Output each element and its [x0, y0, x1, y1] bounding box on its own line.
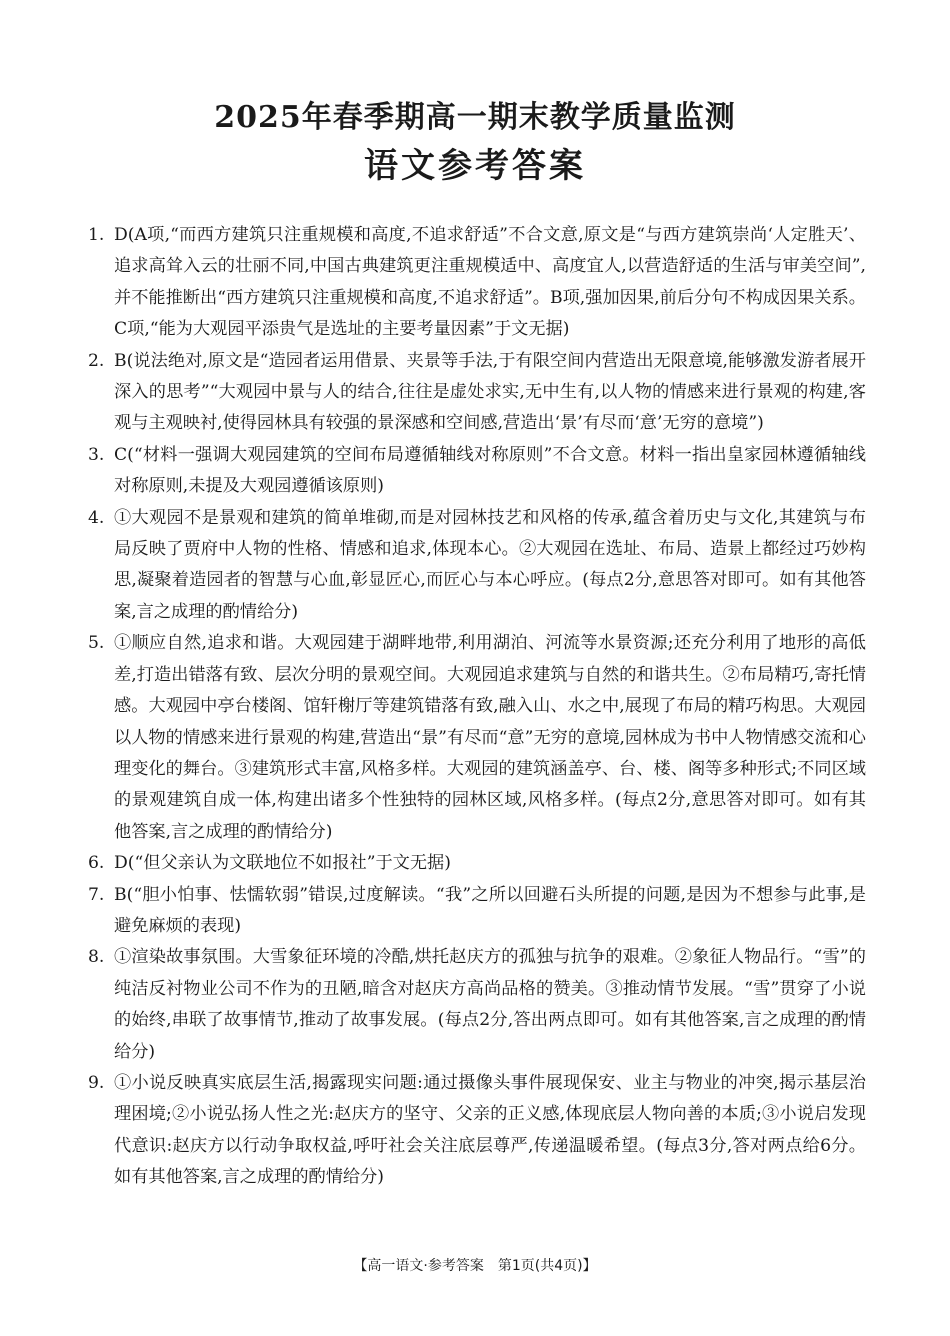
- answer-number: 5.: [88, 633, 105, 654]
- answer-item-3: [88, 440, 866, 503]
- answer-text: D(“但父亲认为文联地位不如报社”于文无据): [114, 853, 451, 874]
- answer-number: 7.: [88, 884, 105, 905]
- answer-item-9: [88, 1068, 866, 1194]
- answer-number: 6.: [88, 853, 105, 874]
- answer-text: B(“胆小怕事、怯懦软弱”错误,过度解读。“我”之所以回避石头所提的问题,是因为不想参与此事,是避免麻烦的表现): [114, 884, 866, 936]
- answer-item-2: [88, 346, 866, 440]
- answer-number: 4.: [88, 507, 105, 528]
- page-subtitle: 语文参考答案: [364, 146, 586, 186]
- answer-text: D(A项,“而西方建筑只注重规模和高度,不追求舒适”不合文意,原文是“与西方建筑崇尚‘人定胜天’、追求高耸入云的壮丽不同,中国古典建筑更注重规模适中、高度宜人,以营造舒适的生活与审美空间”,并不能推断出“西方建筑只注重规模和高度,不追求舒适”。B项,强加因果,前后分句不构成因果关系。C项,“能为大观园平添贵气是选址的主要考量因素”于文无据): [114, 225, 866, 340]
- answer-item-8: [88, 942, 866, 1068]
- answer-number: 8.: [88, 947, 105, 968]
- page-title: 2025年春季期高一期末教学质量监测: [214, 100, 736, 135]
- answer-text: ①大观园不是景观和建筑的简单堆砌,而是对园林技艺和风格的传承,蕴含着历史与文化,其建筑与布局反映了贾府中人物的性格、情感和追求,体现本心。②大观园在选址、布局、造景上都经过巧妙构思,凝聚着造园者的智慧与心血,彰显匠心,而匠心与本心呼应。(每点2分,意思答对即可。如有其他答案,言之成理的酌情给分): [114, 507, 866, 622]
- answer-text: ①顺应自然,追求和谐。大观园建于湖畔地带,利用湖泊、河流等水景资源;还充分利用了地形的高低差,打造出错落有致、层次分明的景观空间。大观园追求建筑与自然的和谐共生。②布局精巧,寄托情感。大观园中亭台楼阁、馆轩榭厅等建筑错落有致,融入山、水之中,展现了布局的精巧构思。大观园以人物的情感来进行景观的构建,营造出“景”有尽而“意”无穷的意境,园林成为书中人物情感交流和心理变化的舞台。③建筑形式丰富,风格多样。大观园的建筑涵盖亭、台、楼、阁等多种形式;不同区域的景观建筑自成一体,构建出诸多个性独特的园林区域,风格多样。(每点2分,意思答对即可。如有其他答案,言之成理的酌情给分): [114, 633, 866, 842]
- answer-item-7: [88, 880, 866, 943]
- answer-text: B(说法绝对,原文是“造园者运用借景、夹景等手法,于有限空间内营造出无限意境,能够激发游者展开深入的思考”“大观园中景与人的结合,往往是虚处求实,无中生有,以人物的情感来进行景观的构建,客观与主观映衬,使得园林具有较强的景深感和空间感,营造出‘景’有尽而‘意’无穷的意境”): [114, 350, 866, 434]
- page-footer: 【高一语文·参考答案 第1页(共4页)】: [353, 1258, 597, 1274]
- answer-item-6: [88, 848, 866, 879]
- answer-number: 1.: [88, 225, 105, 245]
- answer-item-1: [88, 220, 866, 346]
- answer-item-5: [88, 628, 866, 848]
- answer-item-4: [88, 503, 866, 629]
- answer-number: 2.: [88, 350, 105, 371]
- answer-number: 9.: [88, 1072, 105, 1093]
- answer-text: ①渲染故事氛围。大雪象征环境的冷酷,烘托赵庆方的孤独与抗争的艰难。②象征人物品行。“雪”的纯洁反衬物业公司不作为的丑陋,暗含对赵庆方高尚品格的赞美。③推动情节发展。“雪”贯穿了小说的始终,串联了故事情节,推动了故事发展。(每点2分,答出两点即可。如有其他答案,言之成理的酌情给分): [114, 947, 866, 1062]
- answer-text: C(“材料一强调大观园建筑的空间布局遵循轴线对称原则”不合文意。材料一指出皇家园林遵循轴线对称原则,未提及大观园遵循该原则): [114, 444, 866, 497]
- answer-list: [88, 220, 866, 1194]
- answer-text: ①小说反映真实底层生活,揭露现实问题:通过摄像头事件展现保安、业主与物业的冲突,揭示基层治理困境;②小说弘扬人性之光:赵庆方的坚守、父亲的正义感,体现底层人物向善的本质;③小说启发现代意识:赵庆方以行动争取权益,呼吁社会关注底层尊严,传递温暖希望。(每点3分,答对两点给6分。如有其他答案,言之成理的酌情给分): [114, 1072, 866, 1188]
- answer-number: 3.: [88, 444, 105, 465]
